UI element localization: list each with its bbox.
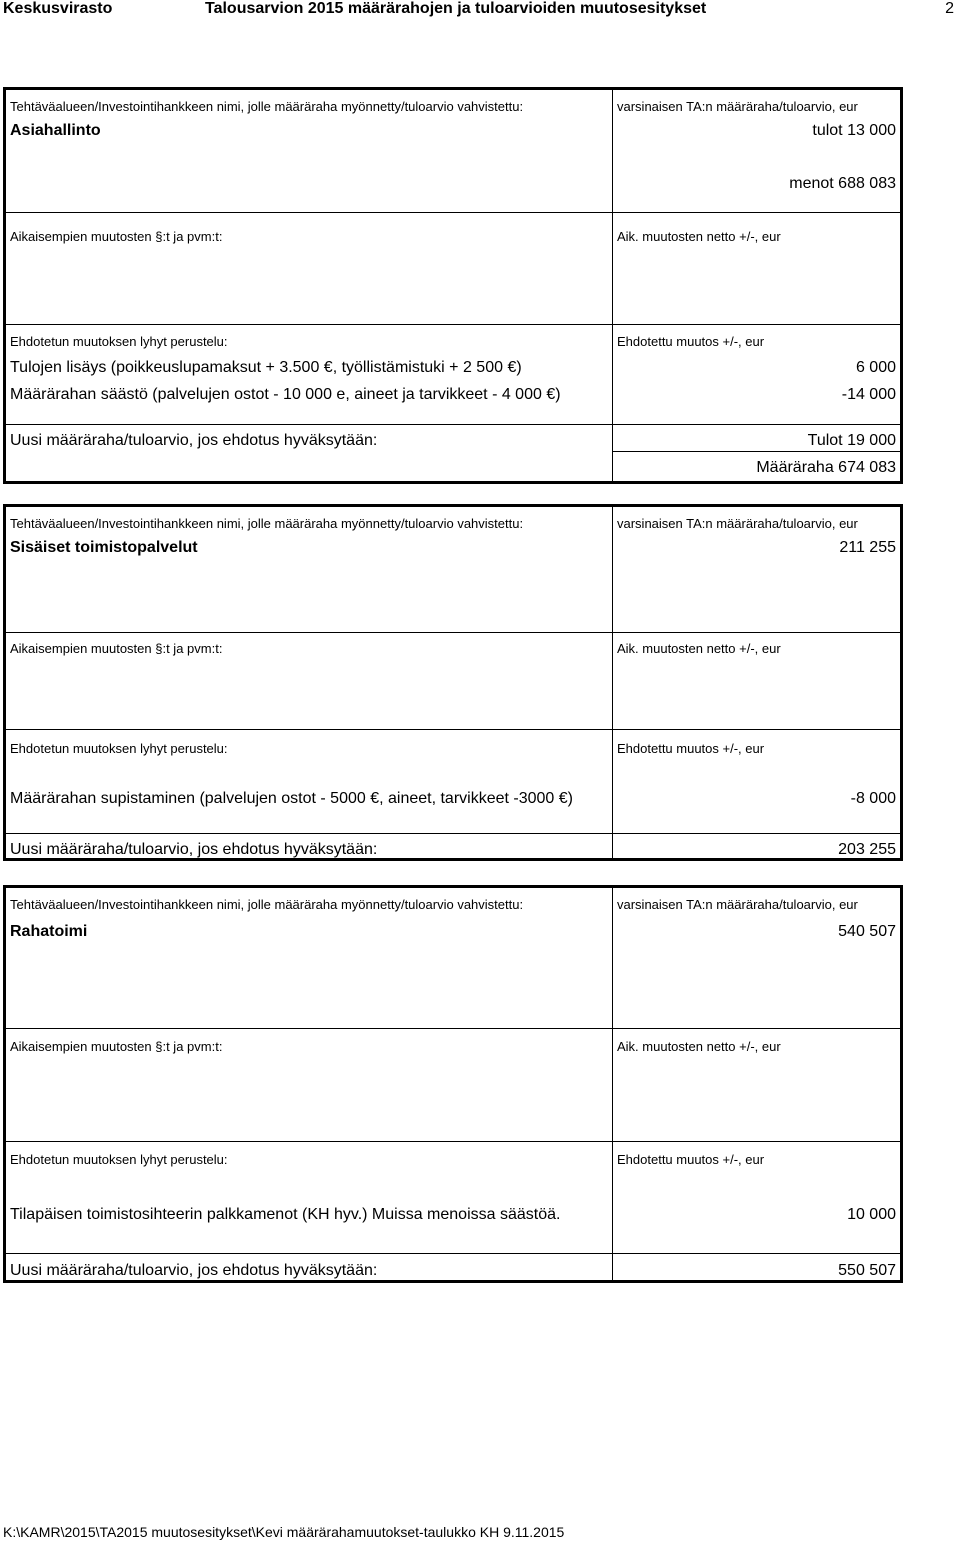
- change-reason-text: Määrärahan supistaminen (palvelujen ostot - 5000 €, aineet, tarvikkeet -3000 €): [10, 790, 573, 807]
- original-budget-label: varsinaisen TA:n määräraha/tuloarvio, eur: [617, 99, 858, 114]
- change-amount-value: -8 000: [850, 790, 896, 807]
- change-reason-text: Määrärahan säästö (palvelujen ostot - 10 000 e, aineet ja tarvikkeet - 4 000 €): [10, 386, 561, 403]
- task-area-label: Tehtäväalueen/Investointihankkeen nimi, jolle määräraha myönnetty/tuloarvio vahvistettu:: [10, 897, 524, 912]
- proposed-change-label: Ehdotettu muutos +/-, eur: [617, 334, 765, 349]
- original-amount-value: 540 507: [838, 923, 896, 940]
- column-divider: [612, 888, 613, 1280]
- previous-changes-label: Aikaisempien muutosten §:t ja pvm:t:: [10, 1039, 223, 1054]
- department-name: Keskusvirasto: [3, 0, 113, 17]
- row-divider: [6, 632, 900, 633]
- previous-changes-label: Aikaisempien muutosten §:t ja pvm:t:: [10, 641, 223, 656]
- column-divider: [612, 90, 613, 481]
- original-budget-label: varsinaisen TA:n määräraha/tuloarvio, eur: [617, 897, 858, 912]
- original-income-value: tulot 13 000: [812, 122, 896, 139]
- change-amount-value: 10 000: [847, 1206, 896, 1223]
- task-area-label: Tehtäväalueen/Investointihankkeen nimi, jolle määräraha myönnetty/tuloarvio vahvistettu:: [10, 99, 524, 114]
- new-budget-label: Uusi määräraha/tuloarvio, jos ehdotus hyväksytään:: [10, 1262, 378, 1279]
- original-budget-label: varsinaisen TA:n määräraha/tuloarvio, eur: [617, 516, 858, 531]
- proposed-change-label: Ehdotettu muutos +/-, eur: [617, 741, 765, 756]
- new-expense-value: Määräraha 674 083: [756, 459, 896, 476]
- row-divider: [6, 1253, 900, 1254]
- budget-section-asiahallinto: [3, 87, 903, 484]
- previous-changes-label: Aikaisempien muutosten §:t ja pvm:t:: [10, 229, 223, 244]
- new-amount-value: 203 255: [838, 841, 896, 858]
- change-reason-text: Tilapäisen toimistosihteerin palkkamenot (KH hyv.) Muissa menoissa säästöä.: [10, 1206, 561, 1223]
- change-amount-value: 6 000: [855, 359, 896, 376]
- previous-net-label: Aik. muutosten netto +/-, eur: [617, 229, 781, 244]
- new-budget-label: Uusi määräraha/tuloarvio, jos ehdotus hyväksytään:: [10, 841, 378, 858]
- row-divider: [6, 324, 900, 325]
- page-number: 2: [945, 0, 954, 17]
- new-amount-value: 550 507: [838, 1262, 896, 1279]
- proposed-reason-label: Ehdotetun muutoksen lyhyt perustelu:: [10, 334, 228, 349]
- change-amount-value: -14 000: [841, 386, 896, 403]
- previous-net-label: Aik. muutosten netto +/-, eur: [617, 1039, 781, 1054]
- column-divider: [612, 507, 613, 858]
- original-amount-value: 211 255: [839, 539, 896, 556]
- budget-section-sisaiset-toimistopalvelut: [3, 504, 903, 861]
- file-path-footer: K:\KAMR\2015\TA2015 muutosesitykset\Kevi määrärahamuutokset-taulukko KH 9.11.2015: [3, 1524, 565, 1540]
- change-reason-text: Tulojen lisäys (poikkeuslupamaksut + 3.500 €, työllistämistuki + 2 500 €): [10, 359, 522, 376]
- row-divider: [6, 833, 900, 834]
- row-divider: [6, 424, 900, 425]
- row-divider: [6, 1028, 900, 1029]
- new-budget-label: Uusi määräraha/tuloarvio, jos ehdotus hyväksytään:: [10, 432, 378, 449]
- task-area-name: Rahatoimi: [10, 923, 88, 940]
- document-title: Talousarvion 2015 määrärahojen ja tuloarvioiden muutosesitykset: [205, 0, 707, 17]
- row-divider: [6, 729, 900, 730]
- row-divider: [612, 451, 900, 452]
- budget-section-rahatoimi: [3, 885, 903, 1283]
- proposed-change-label: Ehdotettu muutos +/-, eur: [617, 1152, 765, 1167]
- previous-net-label: Aik. muutosten netto +/-, eur: [617, 641, 781, 656]
- row-divider: [6, 212, 900, 213]
- task-area-name: Sisäiset toimistopalvelut: [10, 539, 198, 556]
- task-area-label: Tehtäväalueen/Investointihankkeen nimi, jolle määräraha myönnetty/tuloarvio vahvistettu:: [10, 516, 524, 531]
- row-divider: [6, 1141, 900, 1142]
- proposed-reason-label: Ehdotetun muutoksen lyhyt perustelu:: [10, 1152, 228, 1167]
- original-expense-value: menot 688 083: [789, 175, 896, 192]
- proposed-reason-label: Ehdotetun muutoksen lyhyt perustelu:: [10, 741, 228, 756]
- new-income-value: Tulot 19 000: [807, 432, 896, 449]
- task-area-name: Asiahallinto: [10, 122, 101, 139]
